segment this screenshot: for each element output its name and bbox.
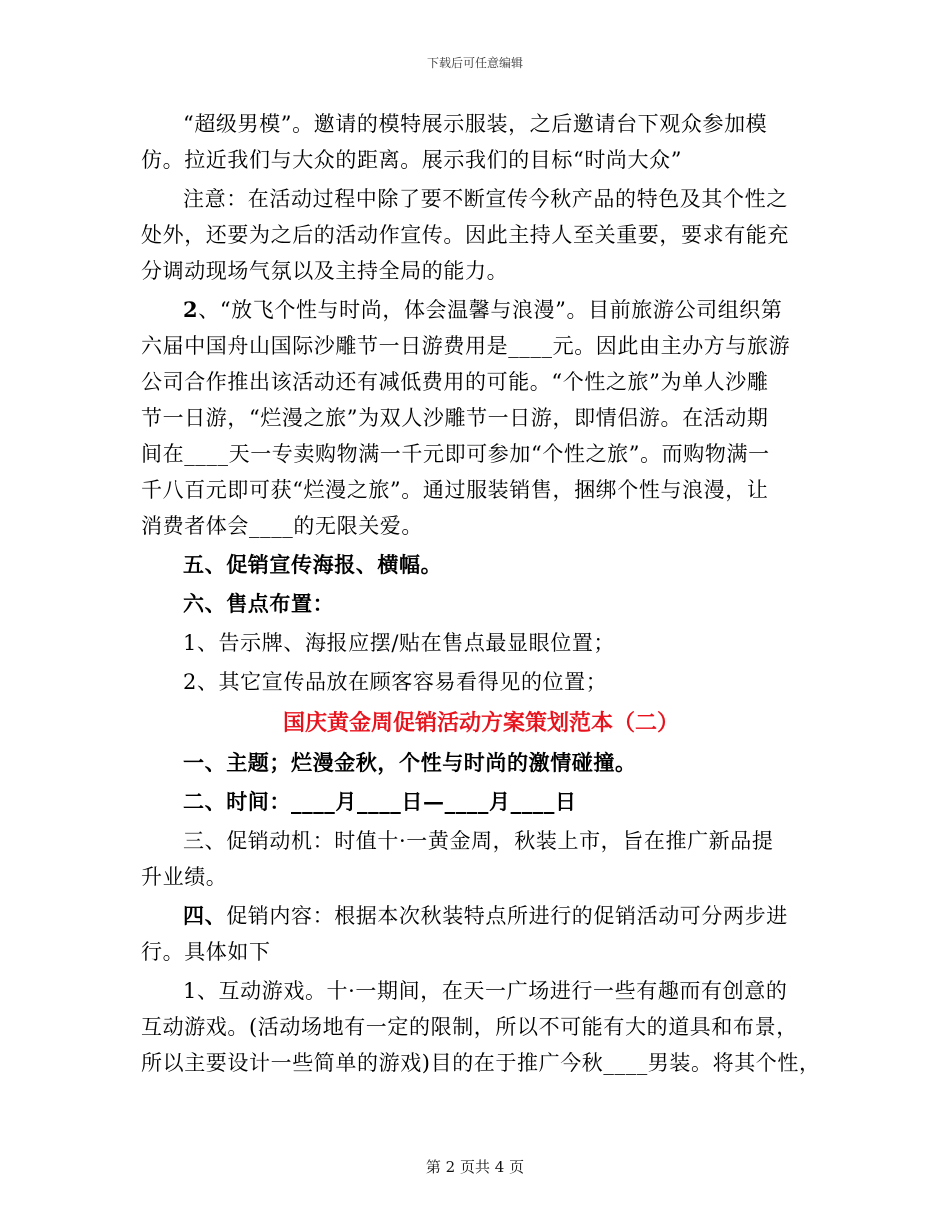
paragraph-line: 行。具体如下	[141, 940, 271, 964]
document-body	[141, 106, 821, 1081]
section-heading: 一、主题；烂漫金秋，个性与时尚的激情碰撞。	[183, 750, 637, 775]
page-header: 下载后可任意编辑	[426, 56, 523, 70]
paragraph-line: 间在____天一专卖购物满一千元即可参加“个性之旅”。而购物满一	[141, 442, 770, 466]
paragraph-line: “超级男模”。邀请的模特展示服装，之后邀请台下观众参加模	[183, 112, 768, 136]
page-footer: 第 2 页共 4 页	[425, 1158, 525, 1176]
paragraph-line: 注意：在活动过程中除了要不断宣传今秋产品的特色及其个性之	[183, 187, 788, 211]
paragraph-text: 促销内容：根据本次秋装特点所进行的促销活动可分两步进	[226, 904, 788, 928]
paragraph-line: 公司合作推出该活动还有减低费用的可能。“个性之旅”为单人沙雕	[141, 370, 769, 394]
paragraph-line: 消费者体会____的无限关爱。	[141, 514, 423, 538]
list-item: 2、其它宣传品放在顾客容易看得见的位置；	[183, 670, 608, 694]
item-number: 2	[183, 297, 199, 322]
list-item: 1、告示牌、海报应摆/贴在售点最显眼位置；	[183, 631, 616, 655]
paragraph-line: 所以主要设计一些简单的游戏)目的在于推广今秋____男装。将其个性，	[141, 1051, 821, 1075]
section-heading: 六、售点布置：	[183, 591, 335, 616]
paragraph-line: 千八百元即可获“烂漫之旅”。通过服装销售，捆绑个性与浪漫，让	[141, 478, 769, 502]
paragraph-line: 节一日游，“烂漫之旅”为双人沙雕节一日游，即情侣游。在活动期	[141, 406, 769, 430]
paragraph-line: 分调动现场气氛以及主持全局的能力。	[141, 259, 509, 283]
paragraph-line: 升业绩。	[141, 865, 228, 889]
document-title: 国庆黄金周促销活动方案策划范本（二）	[282, 711, 679, 736]
paragraph-line: 处外，还要为之后的活动作宣传。因此主持人至关重要，要求有能充	[141, 223, 789, 247]
paragraph-line: 六届中国舟山国际沙雕节一日游费用是____元。因此由主办方与旅游	[141, 334, 791, 358]
paragraph-line: 互动游戏。(活动场地有一定的限制，所以不可能有大的道具和布景，	[141, 1015, 798, 1039]
paragraph-line	[141, 898, 821, 934]
paragraph-line: 1、互动游戏。十·一期间，在天一广场进行一些有趣而有创意的	[183, 979, 788, 1003]
paragraph-line	[141, 292, 821, 328]
paragraph-text: 、“放飞个性与时尚，体会温馨与浪漫”。目前旅游公司组织第	[198, 298, 783, 322]
section-heading: 二、时间：____月____日—____月____日	[183, 789, 577, 814]
paragraph-line: 仿。拉近我们与大众的距离。展示我们的目标“时尚大众”	[141, 148, 683, 172]
section-number: 四、	[183, 903, 227, 928]
paragraph-line: 三、促销动机：时值十·一黄金周，秋装上市，旨在推广新品提	[183, 829, 774, 853]
section-heading: 五、促销宣传海报、横幅。	[183, 552, 443, 577]
